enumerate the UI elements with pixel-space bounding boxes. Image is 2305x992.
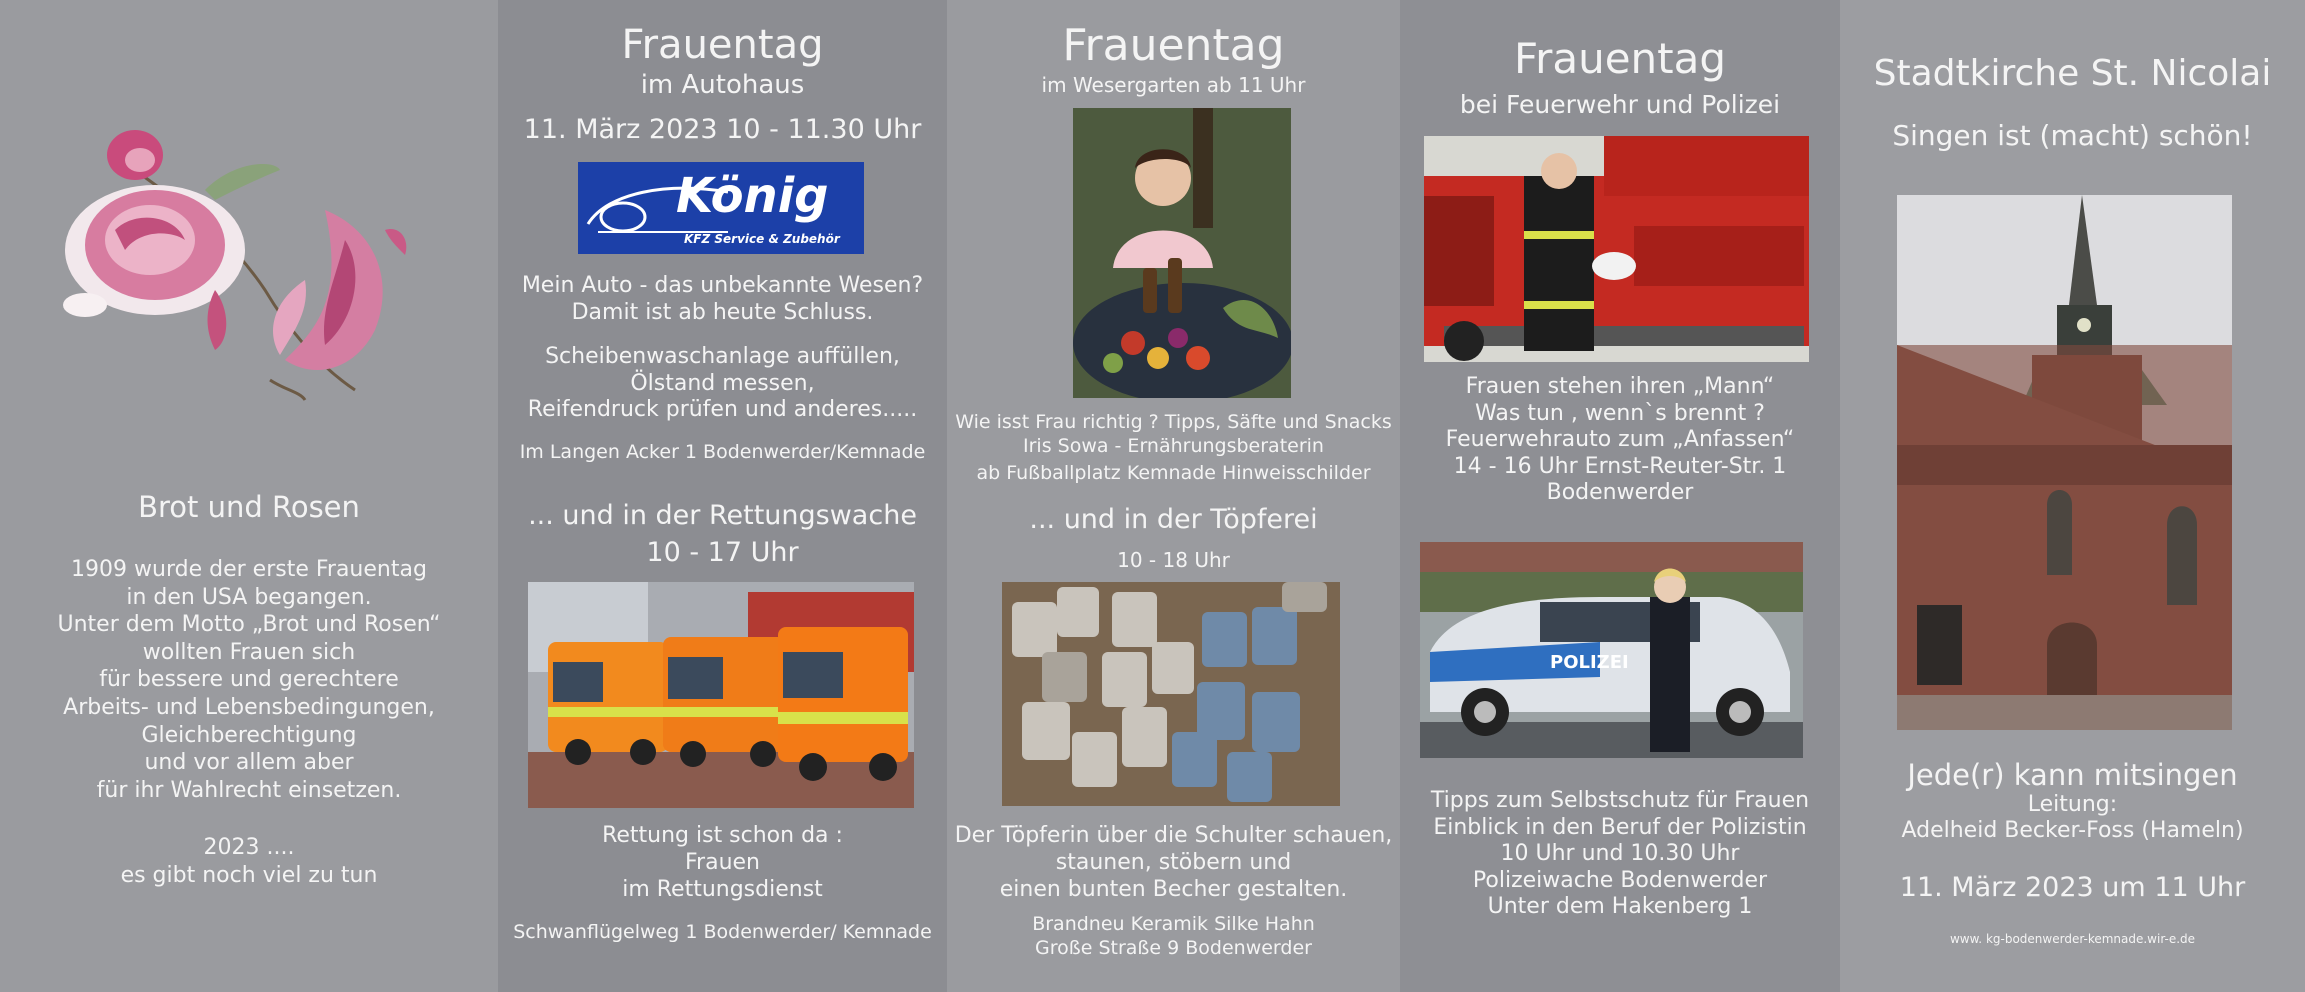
panel2-subtitle: im Autohaus [640, 70, 805, 100]
event-date: 11. März 2023 um 11 Uhr [1899, 872, 2246, 903]
fire-text-line: Frauen stehen ihren „Mann“ [1465, 374, 1775, 399]
nutritionist-illustration [1073, 108, 1291, 398]
firefighter-illustration [1424, 136, 1809, 362]
pottery-title: ... und in der Töpferei [1029, 504, 1318, 535]
logo-wordmark: König [676, 168, 829, 224]
panel2-date: 11. März 2023 10 - 11.30 Uhr [523, 114, 922, 145]
panel1-body-line: Unter dem Motto „Brot und Rosen“ [57, 612, 441, 638]
panel2-title: Frauentag [621, 22, 824, 68]
panel1-body-line: wollten Frauen sich [142, 639, 356, 665]
pottery-text-line: staunen, stöbern und [1055, 850, 1292, 875]
lead-label: Leitung: [2027, 792, 2118, 817]
pottery-text-line: Der Töpferin über die Schulter schauen, [954, 823, 1393, 848]
rescue-address: Schwanflügelweg 1 Bodenwerder/ Kemnade [513, 921, 932, 943]
police-label: POLIZEI [1550, 652, 1629, 673]
panel-feuerwehr-polizei [1400, 0, 1840, 992]
police-text-line: Tipps zum Selbstschutz für Frauen [1430, 788, 1810, 813]
panel-wesergarten [947, 0, 1400, 992]
panel3-subtitle: im Wesergarten ab 11 Uhr [1041, 73, 1306, 97]
panel1-body-line: für bessere und gerechtere [99, 667, 399, 693]
pottery-time: 10 - 18 Uhr [1117, 548, 1230, 572]
fire-text [1400, 374, 1840, 507]
ambulance-photo [528, 582, 914, 808]
rescue-text-line: im Rettungsdienst [622, 877, 823, 902]
panel2-intro-line: Damit ist ab heute Schluss. [571, 300, 874, 325]
koenig-logo [578, 162, 864, 254]
ambulance-illustration [528, 582, 914, 808]
choir-heading: Jede(r) kann mitsingen [1907, 758, 2238, 792]
pottery-photo [1002, 582, 1340, 806]
panel1-body-line: 1909 wurde der erste Frauentag [71, 557, 427, 582]
firetruck-photo [1424, 136, 1809, 362]
panel1-body-line: in den USA begangen. [126, 584, 372, 610]
nutrition-photo [1073, 108, 1291, 398]
panel1-body-line: und vor allem aber [144, 750, 354, 776]
panel3-text-line: Wie isst Frau richtig ? Tipps, Säfte und Snacks [955, 411, 1392, 433]
lead-name: Adelheid Becker-Foss (Hameln) [1901, 818, 2244, 843]
panel3-title: Frauentag [1062, 20, 1285, 71]
panel2-task-line: Reifendruck prüfen und anderes..... [527, 397, 918, 422]
panel-autohaus [498, 0, 947, 992]
pottery-address-line: Brandneu Keramik Silke Hahn [1032, 913, 1315, 935]
fire-text-line: 14 - 16 Uhr Ernst-Reuter-Str. 1 [1453, 453, 1787, 479]
mugs-illustration [1002, 582, 1340, 806]
rescue-text [498, 822, 947, 903]
panel2-intro [498, 272, 947, 326]
panel1-body [0, 556, 498, 804]
panel1-closing-line: 2023 .... [203, 835, 295, 860]
panel1-body-line: für ihr Wahlrecht einsetzen. [96, 777, 402, 803]
panel3-text-line: Iris Sowa - Ernährungsberaterin [1023, 435, 1324, 457]
panel1-closing-line: es gibt noch viel zu tun [120, 863, 378, 888]
panel1-body-line: Gleichberechtigung [141, 722, 357, 748]
panel-stadtkirche [1840, 0, 2305, 992]
fire-text-line: Was tun , wenn`s brennt ? [1475, 400, 1765, 426]
police-text-line: 10 Uhr und 10.30 Uhr [1500, 841, 1740, 867]
police-text-line: Polizeiwache Bodenwerder [1472, 867, 1768, 893]
panel1-body-line: Arbeits- und Lebensbedingungen, [63, 694, 435, 720]
panel5-subtitle: Singen ist (macht) schön! [1892, 119, 2253, 152]
panel4-title: Frauentag [1513, 34, 1727, 83]
police-text [1400, 788, 1840, 921]
panel2-task-line: Scheibenwaschanlage auffüllen, [545, 344, 900, 369]
police-text-line: Einblick in den Beruf der Polizistin [1433, 814, 1807, 840]
pottery-address [947, 912, 1400, 960]
panel4-subtitle: bei Feuerwehr und Polizei [1459, 90, 1781, 119]
fire-text-line: Bodenwerder [1546, 480, 1694, 506]
logo-tagline: KFZ Service & Zubehör [684, 232, 840, 246]
pottery-text [947, 822, 1400, 903]
fire-text-line: Feuerwehrauto zum „Anfassen“ [1445, 427, 1795, 453]
rescue-title: ... und in der Rettungswache [528, 500, 917, 531]
panel3-note: ab Fußballplatz Kemnade Hinweisschilder [976, 462, 1371, 484]
website-link[interactable]: www. kg-bodenwerder-kemnade.wir-e.de [1949, 932, 2196, 946]
panel3-text [947, 410, 1400, 458]
police-text-line: Unter dem Hakenberg 1 [1487, 894, 1753, 920]
church-illustration [1897, 195, 2232, 730]
rose-illustration [55, 130, 445, 420]
panel1-closing [0, 834, 498, 890]
panel2-address: Im Langen Acker 1 Bodenwerder/Kemnade [519, 441, 926, 463]
panel2-tasks [498, 344, 947, 424]
panel-brot-und-rosen [0, 0, 498, 992]
police-car-illustration [1420, 542, 1803, 758]
rescue-text-line: Frauen [684, 850, 760, 875]
rescue-text-line: Rettung ist schon da : [602, 823, 843, 848]
panel1-title: Brot und Rosen [138, 490, 360, 524]
pottery-text-line: einen bunten Becher gestalten. [999, 877, 1348, 902]
rescue-time: 10 - 17 Uhr [646, 537, 799, 568]
panel2-intro-line: Mein Auto - das unbekannte Wesen? [521, 273, 924, 298]
panel5-title: Stadtkirche St. Nicolai [1873, 53, 2272, 94]
church-photo [1897, 195, 2232, 730]
panel2-task-line: Ölstand messen, [630, 370, 815, 396]
pottery-address-line: Große Straße 9 Bodenwerder [1035, 937, 1312, 959]
police-photo [1420, 542, 1803, 758]
